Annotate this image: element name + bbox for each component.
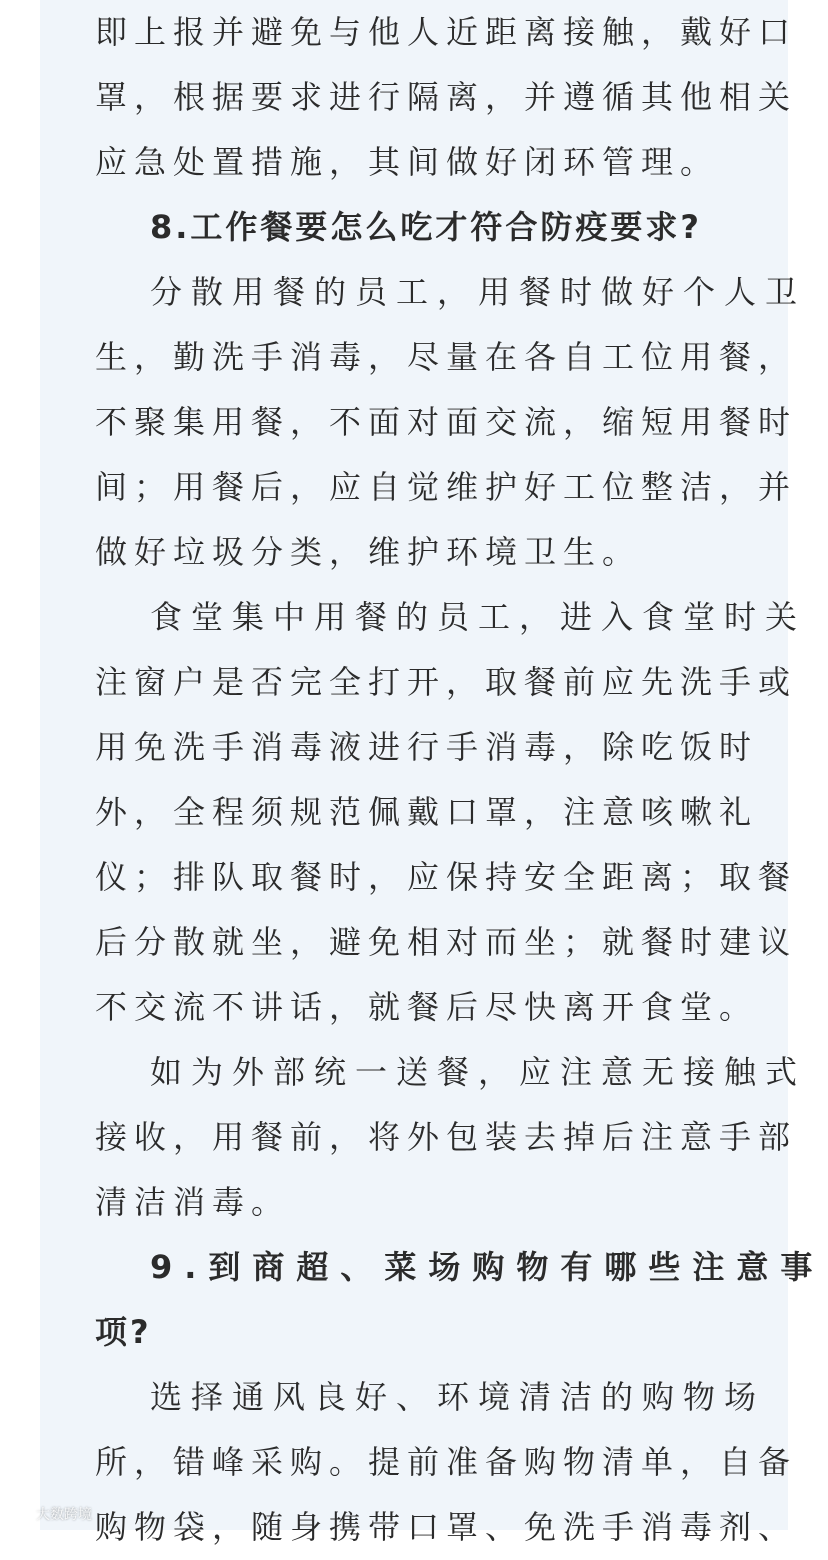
text-line: 罩，根据要求进行隔离，并遵循其他相关 [95, 78, 798, 116]
watermark [6, 1504, 92, 1524]
text-line: 应急处置措施，其间做好闭环管理。 [95, 143, 720, 181]
text-line: 选择通风良好、环境清洁的购物场 [150, 1378, 766, 1416]
section-heading-8: 8.工作餐要怎么吃才符合防疫要求? [150, 208, 702, 246]
brand-logo-icon [6, 1506, 32, 1522]
text-line: 食堂集中用餐的员工，进入食堂时关 [150, 598, 807, 636]
text-line: 不聚集用餐，不面对面交流，缩短用餐时 [95, 403, 798, 441]
section-heading-9: 9.到商超、菜场购物有哪些注意事 [150, 1248, 825, 1286]
text-line: 接收，用餐前，将外包装去掉后注意手部 [95, 1118, 798, 1156]
text-line: 做好垃圾分类，维护环境卫生。 [95, 533, 642, 571]
text-line: 外，全程须规范佩戴口罩，注意咳嗽礼 [95, 793, 759, 831]
article-body [95, 0, 825, 1560]
text-line: 不交流不讲话，就餐后尽快离开食堂。 [95, 988, 759, 1026]
text-line: 如为外部统一送餐，应注意无接触式 [150, 1053, 807, 1091]
text-line: 间；用餐后，应自觉维护好工位整洁，并 [95, 468, 798, 506]
text-line: 分散用餐的员工，用餐时做好个人卫 [150, 273, 807, 311]
watermark-text: 大数跨境 [36, 1507, 92, 1523]
text-line: 用免洗手消毒液进行手消毒，除吃饭时 [95, 728, 759, 766]
text-line: 即上报并避免与他人近距离接触，戴好口 [95, 13, 798, 51]
text-line: 清洁消毒。 [95, 1183, 291, 1221]
section-heading-9-cont: 项? [95, 1313, 152, 1351]
text-line: 生，勤洗手消毒，尽量在各自工位用餐， [95, 338, 798, 376]
text-line: 后分散就坐，避免相对而坐；就餐时建议 [95, 923, 798, 961]
text-line: 仪；排队取餐时，应保持安全距离；取餐 [95, 858, 798, 896]
text-line: 所，错峰采购。提前准备购物清单，自备 [95, 1443, 798, 1481]
text-line: 注窗户是否完全打开，取餐前应先洗手或 [95, 663, 798, 701]
text-line: 购物袋，随身携带口罩、免洗手消毒剂、 [95, 1508, 798, 1546]
